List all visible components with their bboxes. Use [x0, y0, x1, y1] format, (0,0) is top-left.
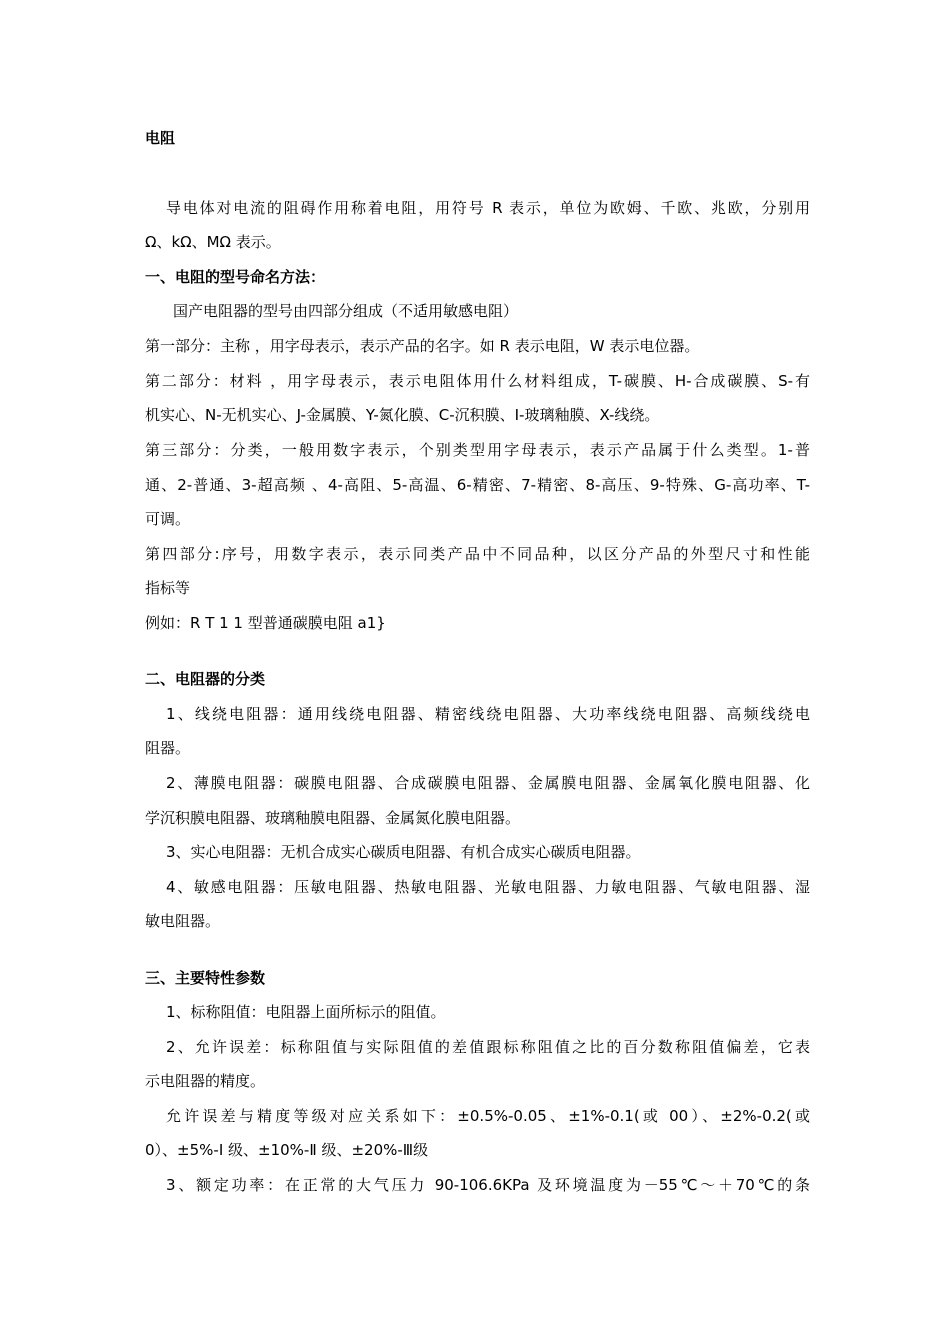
- section1-part1: 第一部分：主称 ，用字母表示，表示产品的名字。如 R 表示电阻，W 表示电位器。: [145, 337, 700, 355]
- section3-item2-line1: 2、允许误差：标称阻值与实际阻值的差值跟标称阻值之比的百分数称阻值偏差，它表: [166, 1038, 810, 1056]
- section2-item4-line1: 4、敏感电阻器：压敏电阻器、热敏电阻器、光敏电阻器、力敏电阻器、气敏电阻器、湿: [166, 878, 810, 896]
- section1-part3-line2: 通、2-普通、3-超高频 、4-高阻、5-高温、6-精密、7-精密、8-高压、9-特殊、G-高功率、T-: [145, 476, 810, 494]
- page-title: 电阻: [145, 129, 176, 147]
- section2-item2-line2: 学沉积膜电阻器、玻璃釉膜电阻器、金属氮化膜电阻器。: [145, 809, 521, 827]
- section1-part4-line2: 指标等: [145, 579, 191, 597]
- section2-item2-line1: 2、薄膜电阻器：碳膜电阻器、合成碳膜电阻器、金属膜电阻器、金属氧化膜电阻器、化: [166, 774, 810, 792]
- section1-part3-line3: 可调。: [145, 510, 191, 528]
- section1-part3-line1: 第三部分：分类，一般用数字表示，个别类型用字母表示，表示产品属于什么类型。1-普: [145, 441, 810, 459]
- section3-item1: 1、标称阻值：电阻器上面所标示的阻值。: [166, 1003, 446, 1021]
- section3-tolerance-line2: 0）、±5%-Ⅰ 级、±10%-Ⅱ 级、±20%-Ⅲ级: [145, 1141, 429, 1159]
- section1-part2-line2: 机实心、N-无机实心、J-金属膜、Y-氮化膜、C-沉积膜、I-玻璃釉膜、X-线绕。: [145, 406, 660, 424]
- section3-heading: 三、主要特性参数: [145, 969, 266, 987]
- section2-item1-line1: 1、线绕电阻器：通用线绕电阻器、精密线绕电阻器、大功率线绕电阻器、高频线绕电: [166, 705, 810, 723]
- intro-line-1: 导电体对电流的阻碍作用称着电阻，用符号 R 表示，单位为欧姆、千欧、兆欧，分别用: [166, 199, 810, 217]
- section3-tolerance-line1: 允许误差与精度等级对应关系如下：±0.5%-0.05、±1%-0.1(或 00）、±2%-0.2(或: [166, 1107, 810, 1125]
- section2-item1-line2: 阻器。: [145, 739, 191, 757]
- section1-lead: 国产电阻器的型号由四部分组成（不适用敏感电阻）: [173, 302, 519, 320]
- section2-item3: 3、实心电阻器：无机合成实心碳质电阻器、有机合成实心碳质电阻器。: [166, 843, 641, 861]
- section1-heading: 一、电阻的型号命名方法：: [145, 268, 326, 286]
- section3-item2-line2: 示电阻器的精度。: [145, 1072, 266, 1090]
- section1-example: 例如：R T 1 1 型普通碳膜电阻 a1}: [145, 614, 386, 632]
- intro-line-2: Ω、kΩ、MΩ 表示。: [145, 233, 281, 251]
- section1-part4-line1: 第四部分:序号，用数字表示，表示同类产品中不同品种，以区分产品的外型尺寸和性能: [145, 545, 810, 563]
- section3-item3-line1: 3、额定功率：在正常的大气压力 90-106.6KPa 及环境温度为－55℃～＋70℃的条: [166, 1176, 810, 1194]
- section2-item4-line2: 敏电阻器。: [145, 912, 221, 930]
- section2-heading: 二、电阻器的分类: [145, 670, 266, 688]
- section1-part2-line1: 第二部分：材料 ，用字母表示，表示电阻体用什么材料组成，T-碳膜、H-合成碳膜、S-有: [145, 372, 810, 390]
